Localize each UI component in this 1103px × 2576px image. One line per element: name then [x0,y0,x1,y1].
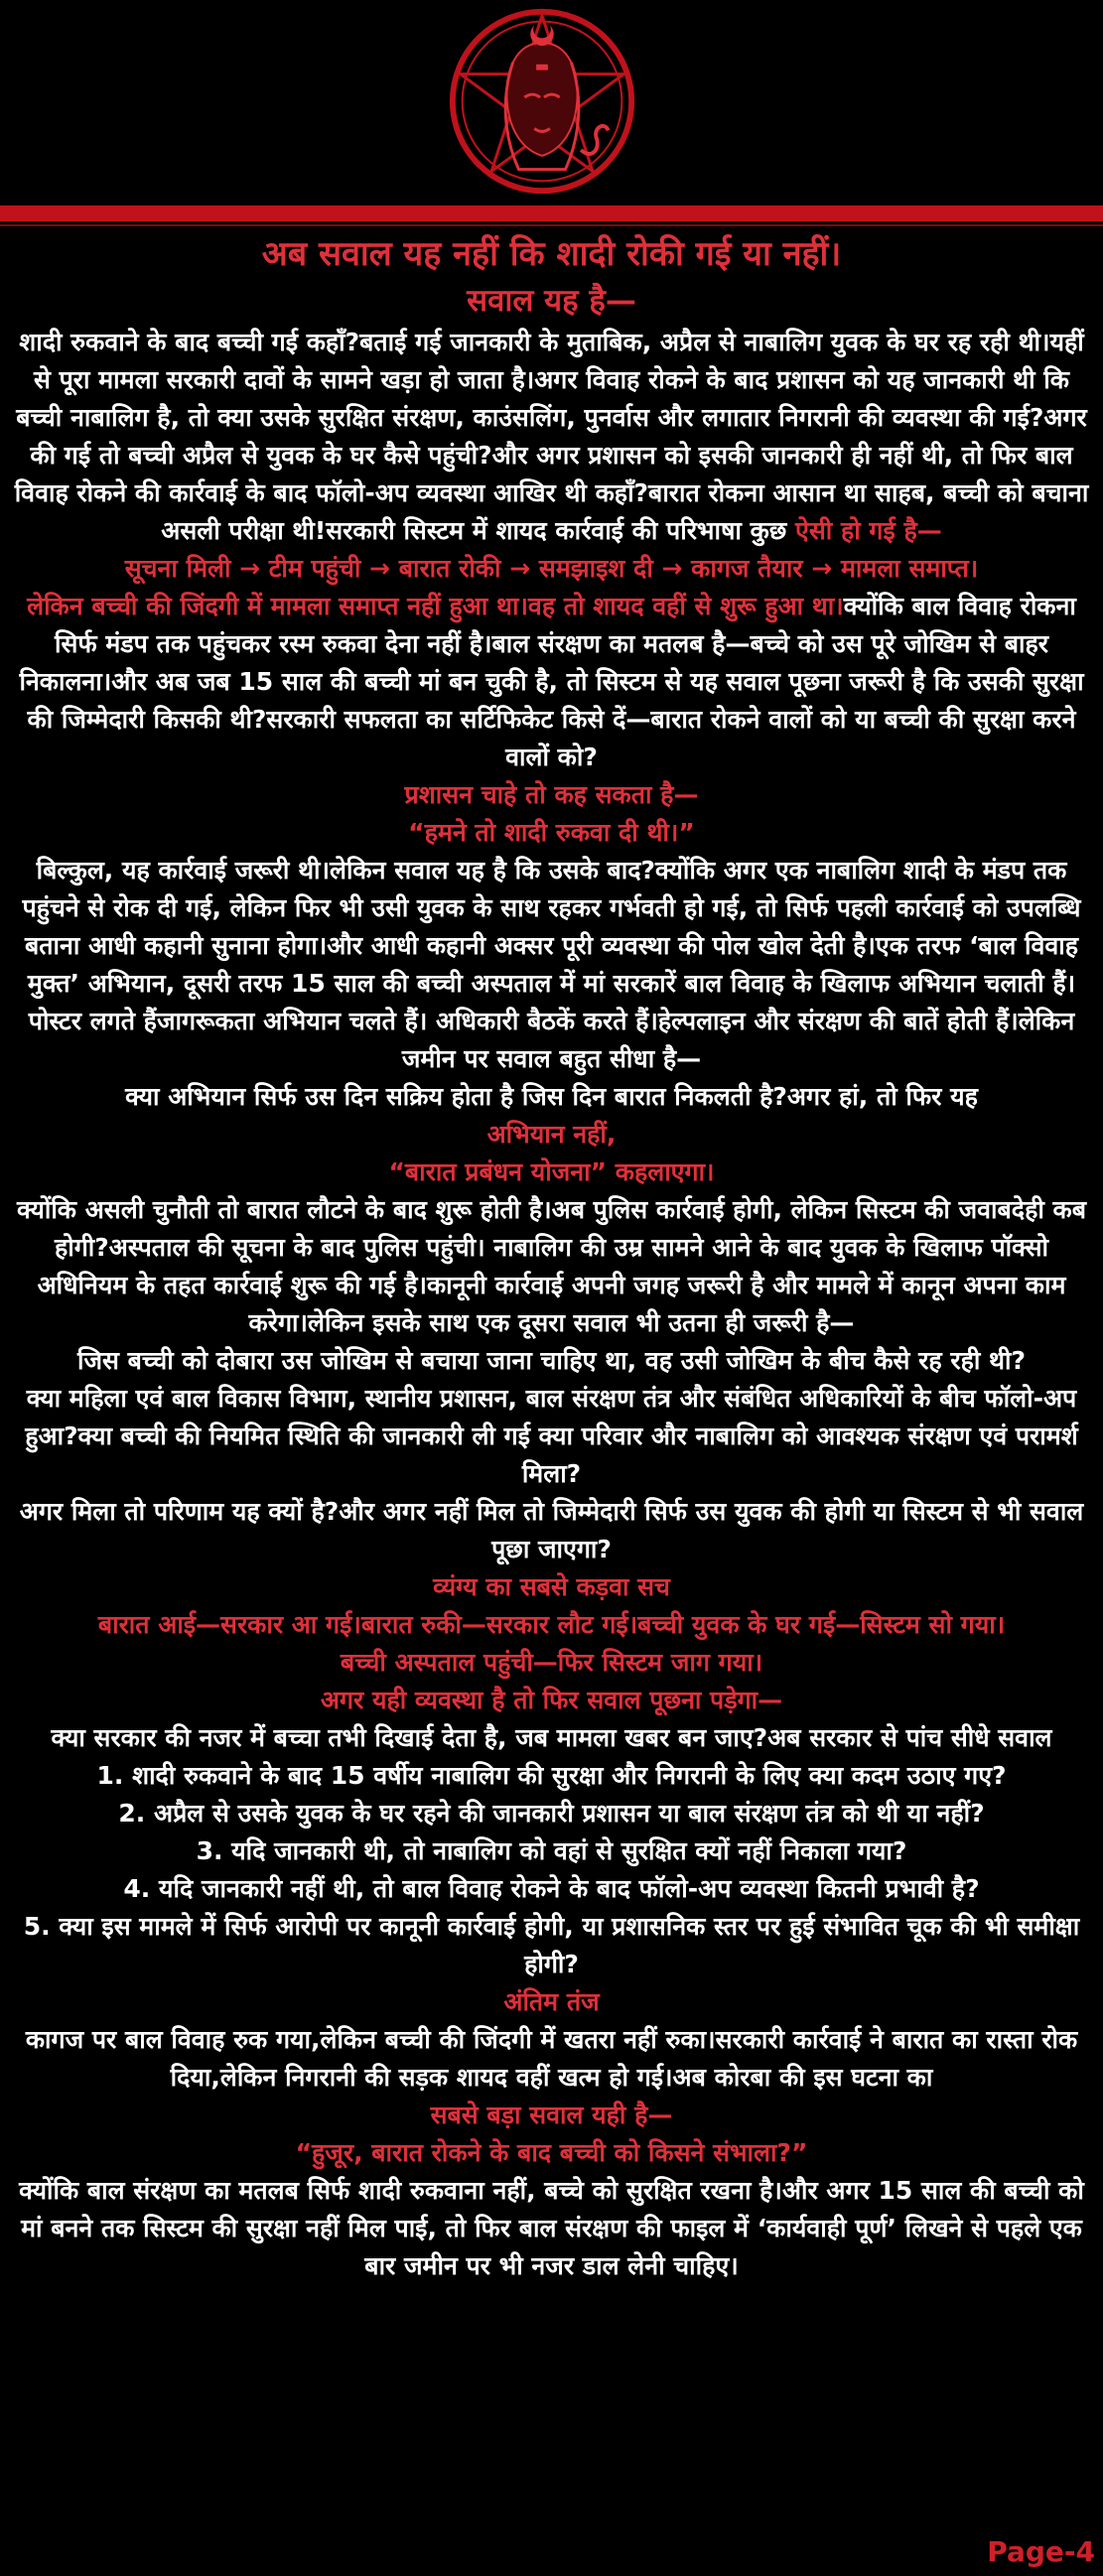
page-number: Page-4 [987,2535,1095,2568]
satire-line-2: बच्ची अस्पताल पहुंची—फिर सिस्टम जाग गया। [340,1648,763,1677]
paragraph-9: क्या सरकार की नजर में बच्चा तभी दिखाई देता है, जब मामला खबर बन जाए?अब सरकार से पांच सीधे सवाल [51,1723,1052,1752]
paragraph-10: कागज पर बाल विवाह रुक गया,लेकिन बच्ची की जिंदगी में खतरा नहीं रुका।सरकारी कार्रवाई ने बारात का रास्ता रोक दिया,लेकिन निगरानी की सड़क शायद वहीं खत्म हो गई।अब कोरबा की इस घटना का [25,2025,1078,2092]
heading-line-2: सवाल यह है— [467,283,636,319]
admin-line: प्रशासन चाहे तो कह सकता है— [404,780,699,809]
paragraph-4-red-1: अभियान नहीं, [486,1120,617,1149]
paragraph-1-text: शादी रुकवाने के बाद बच्ची गई कहाँ?बताई गई जानकारी के मुताबिक, अप्रैल से नाबालिग युवक के घर रह रही थी।यहीं से पूरा मामला सरकारी दावों के सामने खड़ा हो जाता है।अगर विवाह रोकने के बाद प्रशासन को यह जानकारी थी कि बच्ची नाबालिग है, तो क्या उसके सुरक्षित संरक्षण, काउंसलिंग, पुनर्वास और लगातार निगरानी की व्यवस्था की गई?अगर की गई तो बच्ची अप्रैल से युवक के घर कैसे पहुंची?और अगर प्रशासन को इसकी जानकारी ही नहीं थी, तो फिर बाल विवाह रोकने की कार्रवाई के बाद फॉलो-अप व्यवस्था आखिर थी कहाँ?बारात रोकना आसान था साहब, बच्ची को बचाना असली परीक्षा थी!सरकारी सिस्टम में शायद कार्रवाई की परिभाषा कुछ [14,328,1089,545]
paragraph-11: क्योंकि बाल संरक्षण का मतलब सिर्फ शादी रुकवाना नहीं, बच्चे को सुरक्षित रखना है।और अगर 15 साल की बच्ची को मां बनने तक सिस्टम की सुरक्षा नहीं मिल पाई, तो फिर बाल संरक्षण की फाइल में ‘कार्यवाही पूर्ण’ लिखने से पहले एक बार जमीन पर भी नजर डाल लेनी चाहिए। [19,2176,1084,2280]
paragraph-1-red: ऐसी हो गई है— [795,516,942,545]
article-body [10,230,1093,2285]
paragraph-1 [10,324,1093,550]
question-4: 4. यदि जानकारी नहीं थी, तो बाल विवाह रोकने के बाद फॉलो-अप व्यवस्था कितनी प्रभावी है? [123,1874,980,1903]
satire-line-3: अगर यही व्यवस्था है तो फिर सवाल पूछना पड़ेगा— [320,1686,783,1714]
admin-quote: “हमने तो शादी रुकवा दी थी।” [408,818,695,847]
final-red-1: सबसे बड़ा सवाल यही है— [430,2101,673,2129]
paragraph-8: अगर मिला तो परिणाम यह क्यों है?और अगर नहीं मिल तो जिम्मेदारी सिर्फ उस युवक की होगी या सिस्टम से भी सवाल पूछा जाएगा? [19,1497,1084,1563]
question-1: 1. शादी रुकवाने के बाद 15 वर्षीय नाबालिग की सुरक्षा और निगरानी के लिए क्या कदम उठाए गए? [96,1761,1007,1790]
paragraph-3: बिल्कुल, यह कार्रवाई जरूरी थी।लेकिन सवाल यह है कि उसके बाद?क्योंकि अगर एक नाबालिग शादी के मंडप तक पहुंचने से रोक दी गई, लेकिन फिर भी उसी युवक के साथ रहकर गर्भवती हो गई, तो सिर्फ पहली कार्रवाई को उपलब्धि बताना आधी कहानी सुनाना होगा।और आधी कहानी अक्सर पूरी व्यवस्था की पोल खोल देती है।एक तरफ ‘बाल विवाह मुक्त’ अभियान, दूसरी तरफ 15 साल की बच्ची अस्पताल में मां सरकारें बाल विवाह के खिलाफ अभियान चलाती हैं।पोस्टर लगते हैंजागरूकता अभियान चलते हैं। अधिकारी बैठकें करते हैं।हेल्पलाइन और संरक्षण की बातें होती हैं।लेकिन जमीन पर सवाल बहुत सीधा है— [22,856,1081,1073]
satire-line-1: बारात आई—सरकार आ गई।बारात रुकी—सरकार लौट गई।बच्ची युवक के घर गई—सिस्टम सो गया। [97,1610,1006,1639]
question-2: 2. अप्रैल से उसके युवक के घर रहने की जानकारी प्रशासन या बाल संरक्षण तंत्र को थी या नहीं? [118,1799,985,1828]
paragraph-4-red-2: “बारात प्रबंधन योजना” कहलाएगा। [388,1157,715,1186]
question-5: 5. क्या इस मामले में सिर्फ आरोपी पर कानूनी कार्रवाई होगी, या प्रशासनिक स्तर पर हुई संभावित चूक की भी समीक्षा होगी? [23,1912,1080,1978]
header-divider [0,224,1103,226]
paragraph-5: क्योंकि असली चुनौती तो बारात लौटने के बाद शुरू होती है।अब पुलिस कार्रवाई होगी, लेकिन सिस्टम की जवाबदेही कब होगी?अस्पताल की सूचना के बाद पुलिस पहुंची। नाबालिग की उम्र सामने आने के बाद युवक के खिलाफ पॉक्सो अधिनियम के तहत कार्रवाई शुरू की गई है।कानूनी कार्रवाई अपनी जगह जरूरी है और मामले में कानून अपना काम करेगा।लेकिन इसके साथ एक दूसरा सवाल भी उतना ही जरूरी है— [16,1195,1087,1337]
process-flow: सूचना मिली → टीम पहुंची → बारात रोकी → समझाइश दी → कागज तैयार → मामला समाप्त। [124,554,979,583]
paragraph-4: क्या अभियान सिर्फ उस दिन सक्रिय होता है जिस दिन बारात निकलती है?अगर हां, तो फिर यह [125,1082,978,1111]
paragraph-6: जिस बच्ची को दोबारा उस जोखिम से बचाया जाना चाहिए था, वह उसी जोखिम के बीच कैसे रह रही थी? [77,1346,1026,1375]
paragraph-2-red: लेकिन बच्ची की जिंदगी में मामला समाप्त नहीं हुआ था।वह तो शायद वहीं से शुरू हुआ था। [27,592,844,620]
final-red-2: “हुजूर, बारात रोकने के बाद बच्ची को किसने संभाला?” [295,2138,808,2167]
satire-title: व्यंग्य का सबसे कड़वा सच [433,1572,670,1601]
question-3: 3. यदि जानकारी थी, तो नाबालिग को वहां से सुरक्षित क्यों नहीं निकाला गया? [196,1836,907,1865]
header [0,0,1103,210]
paragraph-2-text: क्योंकि बाल विवाह रोकना सिर्फ मंडप तक पहुंचकर रस्म रुकवा देना नहीं है।बाल संरक्षण का मतलब है—बच्चे को उस पूरे जोखिम से बाहर निकालना।और अब जब 15 साल की बच्ची मां बन चुकी है, तो सिस्टम से यह सवाल पूछना जरूरी है कि उसकी सुरक्षा की जिम्मेदारी किसकी थी?सरकारी सफलता का सर्टिफिकेट किसे दें—बारात रोकने वालों को या बच्ची की सुरक्षा करने वालों को? [19,592,1084,771]
final-title: अंतिम तंज [503,1987,600,2016]
heading-line-1: अब सवाल यह नहीं कि शादी रोकी गई या नहीं। [261,234,842,274]
shiva-pentagram-emblem-icon [445,4,639,199]
paragraph-2 [10,588,1093,776]
paragraph-7: क्या महिला एवं बाल विकास विभाग, स्थानीय प्रशासन, बाल संरक्षण तंत्र और संबंधित अधिकारियों के बीच फॉलो-अप हुआ?क्या बच्ची की नियमित स्थिति की जानकारी ली गई क्या परिवार और नाबालिग को आवश्यक संरक्षण एवं परामर्श मिला? [25,1384,1078,1488]
header-band [0,205,1103,221]
